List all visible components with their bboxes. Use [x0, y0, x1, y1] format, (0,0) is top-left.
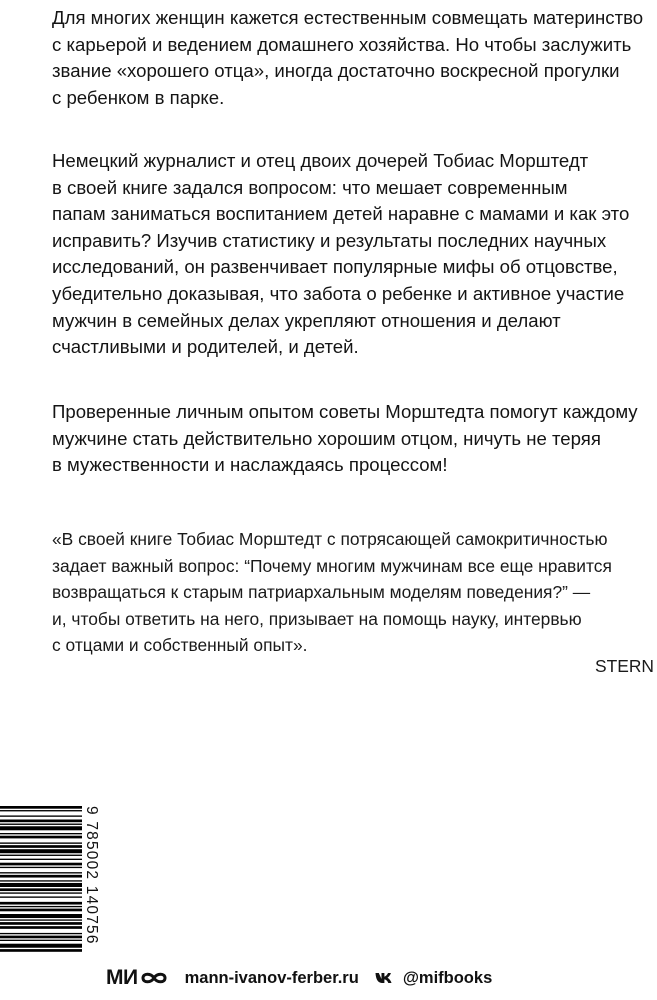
text-line: в своей книге задался вопросом: что мешает современным: [52, 176, 568, 198]
text-line: Проверенные личным опытом советы Морштедта помогут каждому: [52, 401, 638, 422]
publisher-footer: [106, 966, 492, 990]
logo-text: МИ: [106, 966, 138, 989]
quote-line: задает важный вопрос: “Почему многим мужчинам все еще нравится: [52, 555, 612, 576]
isbn-barcode: [0, 806, 82, 1000]
intro-paragraph: [52, 5, 657, 111]
vk-icon[interactable]: [375, 972, 395, 984]
quote-line: и, чтобы ответить на него, призывает на помощь науку, интервью: [52, 608, 582, 629]
text-line: исправить? Изучив статистику и результаты последних научных: [52, 229, 607, 251]
text-line: мужчине стать действительно хорошим отцом, ничуть не теряя: [52, 427, 601, 449]
publisher-logo: [106, 966, 169, 990]
text-line: с ребенком в парке.: [52, 86, 225, 108]
isbn-digits-text: 9 785002 140756: [83, 806, 100, 945]
quote-line: возвращаться к старым патриархальным моделям поведения?” —: [52, 582, 591, 603]
text-line: звание «хорошего отца», иногда достаточно воскресной прогулки: [52, 60, 620, 82]
text-line: в мужественности и наслаждаясь процессом!: [52, 454, 448, 476]
review-quote: [52, 526, 657, 659]
text-line: счастливыми и родителей, и детей.: [52, 336, 359, 358]
text-line: убедительно доказывая, что забота о ребенке и активное участие: [52, 282, 625, 304]
website-link[interactable]: mann-ivanov-ferber.ru: [184, 968, 359, 987]
quote-source: STERN: [595, 656, 654, 676]
text-line: с карьерой и ведением домашнего хозяйства. Но чтобы заслужить: [52, 33, 632, 55]
description-paragraph: [52, 148, 657, 361]
text-line: Для многих женщин кажется естественным совмещать материнство: [52, 7, 644, 28]
text-line: папам заниматься воспитанием детей наравне с мамами и как это: [52, 203, 630, 225]
text-line: Немецкий журналист и отец двоих дочерей Тобиас Морштедт: [52, 150, 589, 171]
text-line: исследований, он развенчивает популярные мифы об отцовстве,: [52, 256, 618, 278]
infinity-icon: [139, 970, 169, 986]
social-handle[interactable]: @mifbooks: [402, 968, 493, 987]
text-line: мужчин в семейных делах укрепляют отношения и делают: [52, 309, 561, 331]
quote-line: с отцами и собственный опыт».: [52, 635, 308, 656]
closing-paragraph: [52, 399, 657, 479]
quote-line: «В своей книге Тобиас Морштедт с потрясающей самокритичностью: [52, 529, 608, 549]
